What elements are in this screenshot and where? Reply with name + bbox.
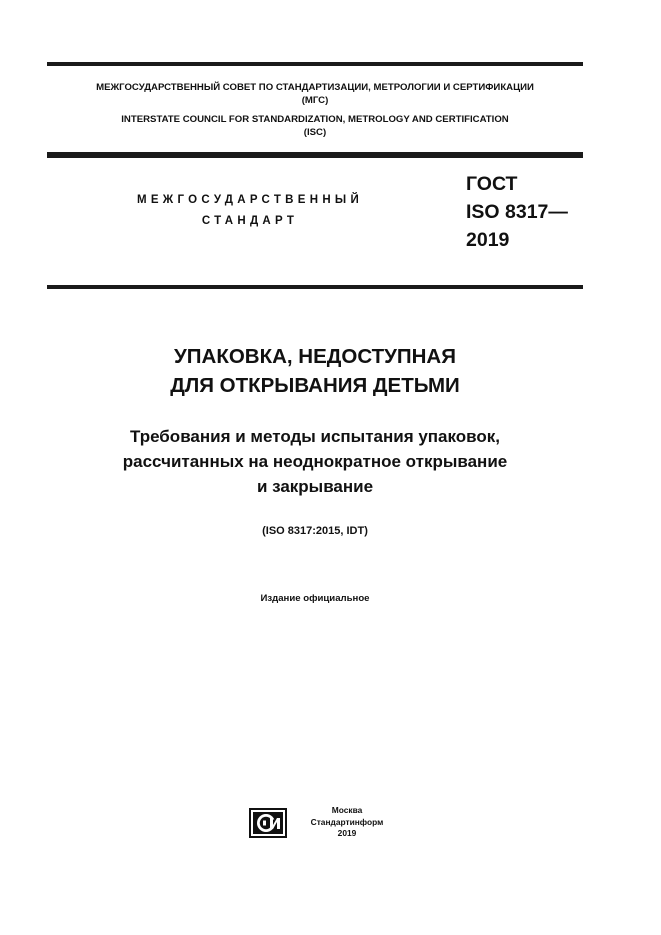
document-subtitle [47,424,583,499]
publisher-year: 2019 [337,828,357,838]
council-en-abbr: (ISC) [303,127,327,138]
standartinform-logo-icon [249,808,287,838]
title-line1: УПАКОВКА, НЕДОСТУПНАЯ [174,345,456,368]
standard-type [105,190,395,232]
standard-number-line3: 2019 [466,229,510,251]
standard-number-line2: ISO 8317— [466,201,568,223]
council-name-ru [47,81,583,107]
standard-number [466,170,568,254]
standard-type-line1: МЕЖГОСУДАРСТВЕННЫЙ [136,194,364,206]
iso-reference: (ISO 8317:2015, IDT) [262,525,368,537]
document-title [47,342,583,400]
subtitle-line1: Требования и методы испытания упаковок, [129,427,501,446]
middle-rule [47,152,583,158]
subtitle-line2: рассчитанных на неоднократное открывание [122,452,508,471]
council-name-en [47,113,583,139]
edition-note: Издание официальное [260,593,370,604]
council-en-line1: INTERSTATE COUNCIL FOR STANDARDIZATION, METROLOGY AND CERTIFICATION [121,114,509,125]
publisher-name: Стандартинформ [310,816,384,827]
council-ru-abbr: (МГС) [301,95,329,106]
publisher-city: Москва [331,805,363,815]
council-ru-line1: МЕЖГОСУДАРСТВЕННЫЙ СОВЕТ ПО СТАНДАРТИЗАЦИИ, МЕТРОЛОГИИ И СЕРТИФИКАЦИИ [96,82,534,93]
standard-number-line1: ГОСТ [466,173,518,195]
title-line2: ДЛЯ ОТКРЫВАНИЯ ДЕТЬМИ [170,374,460,397]
subtitle-line3: и закрывание [256,477,374,496]
publisher-block [308,805,386,840]
top-rule [47,62,583,66]
standard-type-line2: СТАНДАРТ [201,215,299,227]
bottom-rule [47,285,583,289]
